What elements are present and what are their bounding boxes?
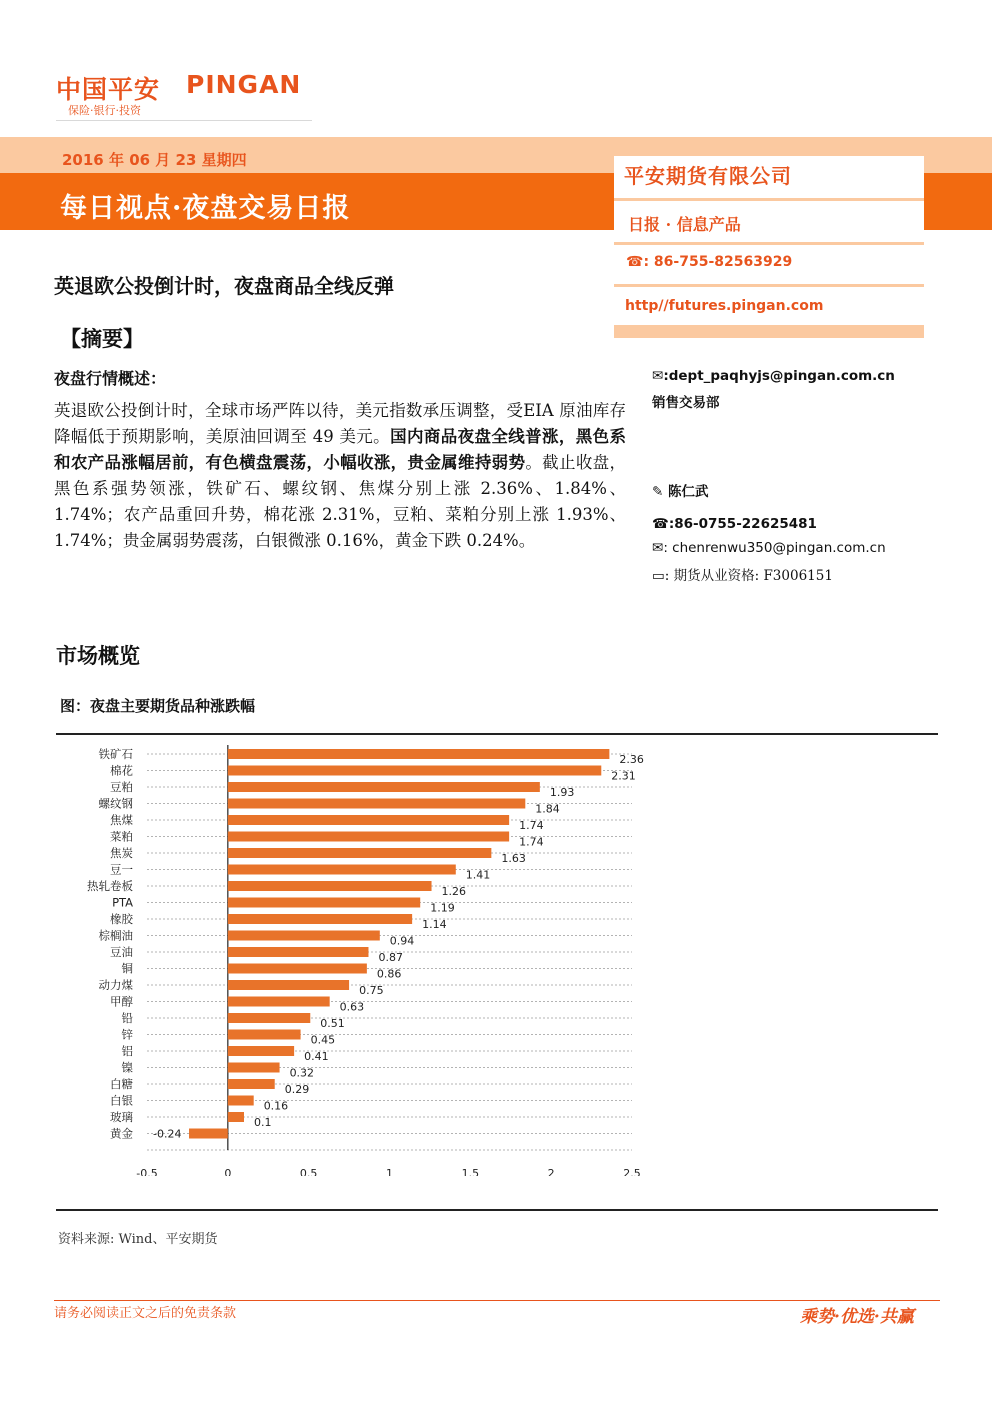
panel-divider xyxy=(614,198,924,201)
data-label: 0.94 xyxy=(389,934,415,948)
bar xyxy=(228,1063,280,1073)
analyst-name: ✎ 陈仁武 xyxy=(652,484,709,500)
summary-heading: 【摘要】 xyxy=(60,326,144,351)
category-label: 动力煤 xyxy=(98,978,133,992)
category-label: 镍 xyxy=(121,1060,133,1075)
panel-divider xyxy=(614,242,924,245)
logo-tagline: 保险·银行·投资 xyxy=(68,104,141,117)
category-label: 菜粕 xyxy=(110,829,133,844)
bar xyxy=(228,1079,275,1089)
category-label: 铅 xyxy=(121,1011,133,1025)
analyst-email[interactable]: ✉: chenrenwu350@pingan.com.cn xyxy=(652,540,886,556)
category-label: 白糖 xyxy=(110,1077,133,1091)
mail-icon: ✉ xyxy=(652,540,664,556)
category-label: 热轧卷板 xyxy=(87,879,133,893)
category-label: 玻璃 xyxy=(110,1110,133,1124)
x-tick-label: -0.5 xyxy=(136,1167,158,1176)
bar xyxy=(228,964,367,974)
figure-bottom-rule xyxy=(56,1209,938,1211)
data-label: 0.63 xyxy=(339,1000,365,1014)
bar xyxy=(228,980,349,990)
figure-title: 图：夜盘主要期货品种涨跌幅 xyxy=(60,697,256,715)
summary-paragraph: 英退欧公投倒计时，全球市场严阵以待，美元指数承压调整，受EIA 原油库存降幅低于预期影响，美原油回调至 49 美元。国内商品夜盘全线普涨，黑色系和农产品涨幅居前，有色横盘震荡，小幅收涨，贵金属维持弱势。截止收盘，黑色系强势领涨，铁矿石、螺纹钢、焦煤分别上涨 2.36%、1.84%、1.74%；农产品重回升势，棉花涨 2.31%，豆粕、菜粕分别上涨 1.93%、1.74%；贵金属弱势震荡，白银微涨 0.16%，黄金下跌 0.24%。 xyxy=(54,401,627,550)
data-label: 1.63 xyxy=(501,852,526,865)
bar xyxy=(228,848,492,858)
footer-divider xyxy=(54,1300,940,1301)
data-label: 0.29 xyxy=(284,1083,310,1096)
data-label: 1.93 xyxy=(549,786,575,799)
analyst-phone: ☎:86-0755-22625481 xyxy=(652,516,817,532)
figure-top-rule xyxy=(56,733,938,735)
bar xyxy=(228,749,610,759)
logo-chinese: 中国平安 xyxy=(56,75,161,104)
phone-icon: ☎ xyxy=(652,516,669,532)
panel-divider xyxy=(614,284,924,287)
bar xyxy=(228,865,456,875)
department: 销售交易部 xyxy=(652,395,720,411)
data-label: 1.74 xyxy=(519,835,544,849)
slogan: 乘势·优选·共赢 xyxy=(800,1307,914,1327)
category-label: PTA xyxy=(112,895,133,910)
category-label: 豆粕 xyxy=(110,780,133,794)
bar xyxy=(228,914,412,924)
bar xyxy=(228,782,540,792)
data-label: 1.74 xyxy=(519,819,544,832)
panel-bottom-band xyxy=(614,325,924,338)
data-label: 2.36 xyxy=(619,753,644,766)
category-label: 锌 xyxy=(121,1027,133,1042)
data-label: 1.26 xyxy=(441,885,467,898)
disclaimer-link[interactable]: 请务必阅读正文之后的免责条款 xyxy=(54,1306,237,1321)
company-name: 平安期货有限公司 xyxy=(624,164,792,188)
category-label: 焦炭 xyxy=(110,846,133,860)
pen-icon: ✎ xyxy=(652,484,669,500)
bar xyxy=(228,931,380,941)
category-label: 豆一 xyxy=(110,862,133,877)
category-label: 橡胶 xyxy=(110,912,133,926)
data-label: -0.24 xyxy=(153,1127,182,1141)
category-label: 铁矿石 xyxy=(98,747,133,761)
data-label: 0.32 xyxy=(289,1066,315,1080)
category-label: 螺纹钢 xyxy=(98,796,133,811)
data-label: 0.45 xyxy=(310,1033,336,1047)
report-title: 每日视点·夜盘交易日报 xyxy=(60,193,351,224)
company-phone: ☎: 86-755-82563929 xyxy=(626,254,793,270)
x-tick-label: 1 xyxy=(386,1167,393,1176)
data-label: 0.41 xyxy=(304,1050,329,1063)
data-label: 2.31 xyxy=(611,769,636,783)
data-label: 1.19 xyxy=(430,901,455,915)
bar xyxy=(228,815,509,825)
bar xyxy=(228,881,432,891)
analyst-license: ▭: 期货从业资格: F3006151 xyxy=(652,568,833,584)
headline: 英退欧公投倒计时，夜盘商品全线反弹 xyxy=(54,274,394,298)
data-label: 0.75 xyxy=(359,984,384,997)
x-tick-label: 2 xyxy=(547,1167,555,1176)
bar xyxy=(228,997,330,1007)
bar xyxy=(189,1129,228,1139)
category-label: 甲醇 xyxy=(110,994,133,1009)
category-label: 棕榈油 xyxy=(98,928,133,943)
category-label: 焦煤 xyxy=(110,813,133,827)
dept-email[interactable]: ✉:dept_paqhyjs@pingan.com.cn xyxy=(652,368,895,384)
bar xyxy=(228,1046,294,1056)
section-subheading: 夜盘行情概述： xyxy=(54,369,167,388)
bar xyxy=(228,1112,244,1122)
category-label: 棉花 xyxy=(110,763,133,778)
x-tick-label: 0 xyxy=(224,1167,232,1176)
category-label: 黄金 xyxy=(110,1126,133,1141)
x-tick-label: 1.5 xyxy=(461,1167,480,1176)
category-label: 铝 xyxy=(121,1044,133,1058)
data-label: 0.1 xyxy=(254,1116,272,1129)
market-heading: 市场概览 xyxy=(56,643,140,668)
category-label: 白银 xyxy=(110,1093,133,1108)
logo-divider xyxy=(56,120,312,121)
category-label: 铜 xyxy=(121,961,133,976)
highlight-text: 国内商品夜盘全线普涨，黑色系和农产品涨幅居前，有色横盘震荡，小幅收涨，贵金属维持弱势 xyxy=(54,427,626,472)
bar xyxy=(228,1013,310,1023)
data-label: 1.84 xyxy=(535,802,560,816)
data-label: 0.86 xyxy=(376,967,402,981)
report-subtype: 日报 · 信息产品 xyxy=(628,215,741,234)
company-website[interactable]: http//futures.pingan.com xyxy=(625,298,824,314)
data-label: 0.16 xyxy=(263,1099,289,1113)
category-label: 豆油 xyxy=(110,945,133,959)
bar xyxy=(228,1096,254,1106)
bar xyxy=(228,947,369,957)
phone-icon: ☎: xyxy=(626,254,654,270)
x-tick-label: 0.5 xyxy=(299,1167,318,1176)
bar-chart xyxy=(0,736,992,1176)
bar xyxy=(228,1030,301,1040)
bar xyxy=(228,799,525,809)
data-label: 1.41 xyxy=(465,868,491,882)
bar xyxy=(228,898,420,908)
mail-icon: ✉ xyxy=(652,368,664,384)
data-label: 1.14 xyxy=(422,918,447,931)
bar xyxy=(228,766,601,776)
data-source: 资料来源: Wind、平安期货 xyxy=(58,1232,218,1247)
logo-english: PINGAN xyxy=(186,70,302,99)
x-tick-label: 2.5 xyxy=(623,1167,641,1176)
book-icon: ▭ xyxy=(652,568,665,584)
data-label: 0.87 xyxy=(378,951,403,964)
bar xyxy=(228,832,509,842)
report-date: 2016 年 06 月 23 星期四 xyxy=(62,151,247,169)
data-label: 0.51 xyxy=(320,1017,345,1030)
